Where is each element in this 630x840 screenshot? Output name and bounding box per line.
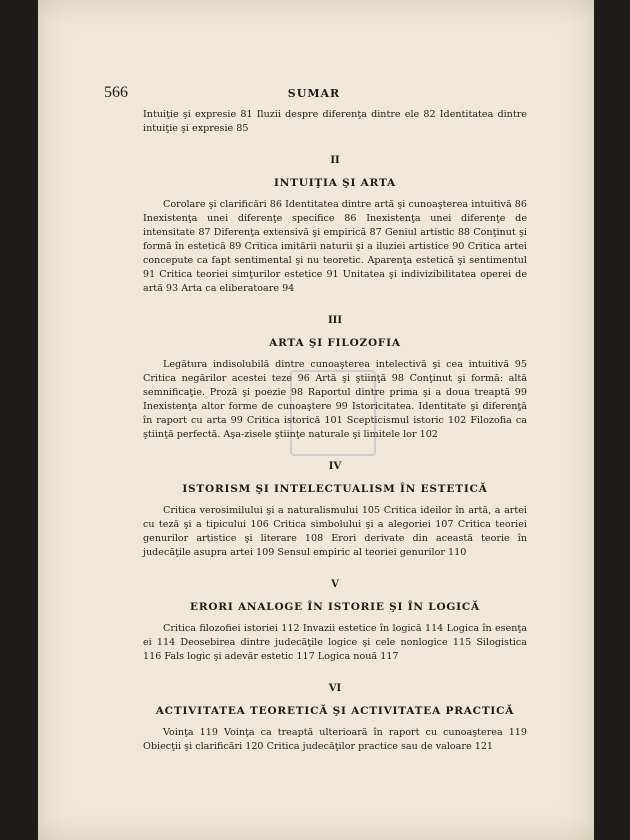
intro-paragraph: Intuiţie şi expresie 81 Iluzii despre diferenţa dintre ele 82 Identitatea dintre intuiţie şi expresie 85 — [143, 109, 527, 134]
section-title: ISTORISM ŞI INTELECTUALISM ÎN ESTETICĂ — [182, 483, 488, 495]
section-title: ARTA ŞI FILOZOFIA — [269, 337, 401, 349]
running-head: SUMAR — [287, 87, 341, 100]
section-iii — [143, 314, 527, 442]
section-text: Voinţa 119 Voinţa ca treaptă ulterioară în raport cu cunoaşterea 119 Obiecţii şi clarificări 120 Critica judecăţilor practice sau de valoare 121 — [143, 727, 527, 752]
page-number: 566 — [104, 84, 128, 101]
section-title: INTUIŢIA ŞI ARTA — [274, 177, 396, 189]
section-title: ACTIVITATEA TEORETICĂ ŞI ACTIVITATEA PRACTICĂ — [155, 705, 515, 717]
section-text: Critica verosimilului şi a naturalismului 105 Critica ideilor în artă, a artei cu teză şi a tipicului 106 Critica simbolului şi a alegoriei 107 Critica teoriei genurilor artistice şi literare 108 Erori derivate din această teorie în judecăţile asupra artei 109 Sensul empiric al teoriei genurilor 110 — [143, 505, 527, 558]
section-numeral: V — [331, 579, 339, 590]
section-numeral: VI — [328, 683, 342, 694]
section-text: Corolare şi clarificări 86 Identitatea dintre artă şi cunoaşterea intuitivă 86 Inexistenţa unei diferenţe specifice 86 Inexistenţa unei diferenţe de intensitate 87 Diferenţa extensivă şi empirică 87 Geniul artistic 88 Conţinut şi formă în estetică 89 Critica imitării naturii şi a iluziei artistice 90 Critica artei concepute ca fapt sentimental şi nu teoretic. Aparenţa estetică şi sentimentul 91 Critica teoriei simţurilor estetice 91 Unitatea şi indivizibilitatea operei de artă 93 Arta ca eliberatoare 94 — [143, 199, 527, 294]
section-text: Legătura indisolubilă dintre cunoaşterea intelectivă şi cea intuitivă 95 Critica negărilor acestei teze 96 Artă şi ştiinţă 98 Conţinut şi formă: altă semnificaţie. Proză şi poezie 98 Raportul dintre prima şi a doua treaptă 99 Inexistenţa altor forme de cunoaştere 99 Istoricitatea. Identitate şi diferenţă în raport cu arta 99 Critica istorică 101 Scepticismul istoric 102 Filozofia ca ştiinţă perfectă. Aşa-zisele ştiinţe naturale şi limitele lor 102 — [143, 359, 527, 440]
section-title: ERORI ANALOGE ÎN ISTORIE ŞI ÎN LOGICĂ — [190, 601, 480, 613]
section-text: Critica filozofiei istoriei 112 Invazii estetice în logică 114 Logica în esenţa ei 114 Deosebirea dintre judecăţile logice şi cele nonlogice 115 Silogistica 116 Fals logic şi adevăr estetic 117 Logica nouă 117 — [143, 623, 527, 662]
section-v — [143, 578, 527, 664]
section-numeral: II — [330, 155, 340, 166]
section-ii — [143, 154, 527, 296]
section-iv — [143, 460, 527, 560]
section-numeral: IV — [328, 461, 342, 472]
section-vi — [143, 682, 527, 754]
table-of-contents — [143, 108, 527, 754]
page-header — [104, 84, 524, 106]
section-numeral: III — [327, 315, 343, 326]
book-page — [38, 0, 594, 840]
